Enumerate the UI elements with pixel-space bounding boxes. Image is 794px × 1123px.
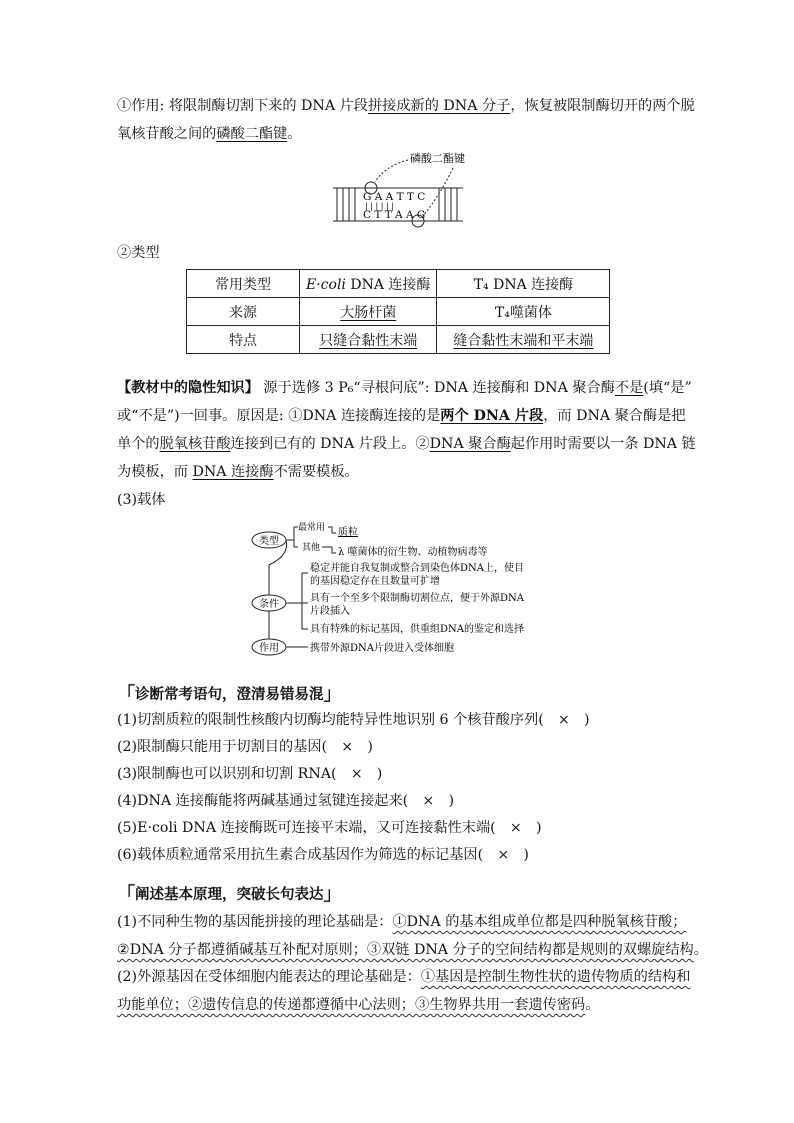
connector (286, 573, 308, 603)
table-cell: 来源 (187, 298, 300, 326)
ligase-types-table (186, 269, 610, 354)
text: 氧核苷酸之间的 (117, 126, 217, 142)
text: 或“不是”)一回事。原因是: ①DNA 连接酶连接的是 (117, 408, 441, 424)
section-title-text: 阐述基本原理，突破长句表达 (135, 887, 324, 903)
arrow-to-bottom-bond (423, 168, 453, 216)
table-row (187, 270, 610, 298)
condition-1b: 的基因稳定存在且数量可扩增 (310, 576, 440, 587)
diagnosis-item: (6)载体质粒通常采用抗生素合成基因作为筛选的标记基因( × ) (117, 847, 529, 863)
table-cell (300, 326, 437, 354)
table-header-cell: 常用类型 (187, 270, 300, 298)
phosphodiester-bond-label: 磷酸二酯键 (410, 152, 465, 165)
text: 。 (585, 997, 600, 1013)
connector (294, 540, 298, 547)
most-used-label: 最常用 (298, 523, 326, 533)
section-title-text: 诊断常考语句，澄清易错易混 (135, 687, 324, 703)
others-label: 其他 (302, 543, 321, 553)
hidden-knowledge-line-3 (117, 434, 696, 454)
dna-ligation-figure (325, 150, 475, 230)
function-text: 携带外源DNA片段进入受体细胞 (310, 643, 454, 654)
text: 单个的 (117, 436, 160, 452)
wavy-underlined-answer: ①DNA 的基本组成单位都是四种脱氧核苷酸； (392, 914, 687, 930)
underlined-answer: 不是 (614, 380, 644, 396)
text: ，而 DNA 聚合酶是把 (543, 408, 686, 424)
diagnosis-item: (5)E·coli DNA 连接酶既可连接平末端，又可连接黏性末端( × ) (117, 820, 542, 836)
underlined-answer: 脱氧核苷酸 (159, 436, 231, 452)
text: 源于选修 3 P₆“寻根问底”: DNA 连接酶和 DNA 聚合酶 (263, 380, 615, 396)
condition-2b: 片段插入 (310, 606, 350, 617)
table-header-cell: E·coli DNA 连接酶 (300, 270, 437, 298)
text: 为模板，而 (117, 464, 193, 480)
diagnosis-item: (2)限制酶只能用于切割目的基因( × ) (117, 739, 373, 755)
arrow-to-top-bond (375, 160, 408, 182)
connector (286, 527, 298, 540)
connector (302, 603, 308, 629)
condition-3: 具有特殊的标记基因，供重组DNA的鉴定和选择 (310, 624, 524, 635)
hidden-knowledge-tag: 【教材中的隐性知识】 (117, 380, 259, 396)
others-list-text: λ 噬菌体的衍生物、动植物病毒等 (338, 547, 488, 558)
table-header-cell: T₄ DNA 连接酶 (437, 270, 610, 298)
connector (328, 527, 336, 533)
plasmid-text: 质粒 (338, 527, 358, 538)
table-cell: T₄噬菌体 (437, 298, 610, 326)
principle-2-line-1 (117, 967, 690, 987)
section-1-title: 「诊断常考语句，澄清易错易混」 (117, 684, 342, 705)
wavy-underlined-answer: ①基因是控制生物性状的遗传物质的结构和 (420, 969, 691, 985)
top-strand: G A A T T C (363, 191, 426, 203)
types-label: ②类型 (117, 245, 160, 261)
underlined-answer: 磷酸二酯键 (216, 126, 288, 142)
diagnosis-item: (1)切割质粒的限制性核酸内切酶均能特异性地识别 6 个核苷酸序列( × ) (117, 712, 590, 728)
underlined-answer: DNA 聚合酶 (429, 436, 511, 452)
text: ①作用: 将限制酶切割下来的 DNA 片段 (117, 98, 368, 114)
text: (1)不同种生物的基因能拼接的理论基础是： (117, 914, 393, 930)
vector-label: (3)载体 (117, 492, 166, 508)
table-row (187, 326, 610, 354)
table-cell: 特点 (187, 326, 300, 354)
function-node: 作用 (259, 643, 279, 654)
text: 。 (287, 126, 302, 142)
underlined-answer: 只缝合黏性末端 (319, 332, 418, 349)
underlined-answer: 大肠杆菌 (340, 304, 397, 321)
connector (322, 547, 336, 553)
table-cell (437, 326, 610, 354)
diagnosis-item: (4)DNA 连接酶能将两碱基通过氢键连接起来( × ) (117, 793, 454, 809)
principle-2-line-2 (117, 995, 599, 1015)
text: (填“是” (643, 380, 692, 396)
underlined-answer: 拼接成新的 DNA 分子 (367, 98, 511, 114)
text: 不需要模板。 (273, 464, 359, 480)
wavy-underlined-answer: 功能单位；②遗传信息的传递都遵循中心法则；③生物界共用一套遗传密码 (117, 997, 586, 1013)
condition-1a: 稳定并能自我复制或整合到染色体DNA上，使目 (310, 563, 524, 574)
table-cell (300, 298, 437, 326)
underlined-answer: 缝合黏性末端和平末端 (453, 332, 594, 349)
text: (2)外源基因在受体细胞内能表达的理论基础是： (117, 969, 421, 985)
function-line-2 (117, 124, 301, 144)
principle-1-line-1 (117, 912, 686, 932)
condition-node: 条件 (259, 599, 279, 610)
text: ，恢复被限制酶切开的两个脱 (510, 98, 695, 114)
underlined-answer: 两个 DNA 片段 (440, 408, 544, 424)
hidden-knowledge-line-1 (117, 378, 692, 398)
bottom-strand: C T T A A G (363, 209, 426, 221)
principle-1-line-2 (117, 940, 708, 960)
underlined-answer: DNA 连接酶 (192, 464, 274, 480)
section-2-title: 「阐述基本原理，突破长句表达」 (117, 884, 342, 905)
type-node: 类型 (259, 536, 279, 547)
vector-concept-map (250, 515, 560, 660)
base-pair-bonds: | | | | | | (365, 202, 394, 211)
wavy-underlined-answer: ②DNA 分子都遵循碱基互补配对原则；③双链 DNA 分子的空间结构都是规则的双螺旋结构 (117, 942, 694, 958)
function-line-1 (117, 96, 695, 116)
diagnosis-item: (3)限制酶也可以识别和切割 RNA( × ) (117, 766, 383, 782)
text: 。 (693, 942, 708, 958)
text: 连接到已有的 DNA 片段上。② (230, 436, 430, 452)
hidden-knowledge-line-4 (117, 462, 359, 482)
condition-2a: 具有一个至多个限制酶切割位点，便于外源DNA (310, 593, 524, 604)
table-row (187, 298, 610, 326)
hidden-knowledge-line-2 (117, 406, 686, 426)
text: 起作用时需要以一条 DNA 链 (510, 436, 696, 452)
